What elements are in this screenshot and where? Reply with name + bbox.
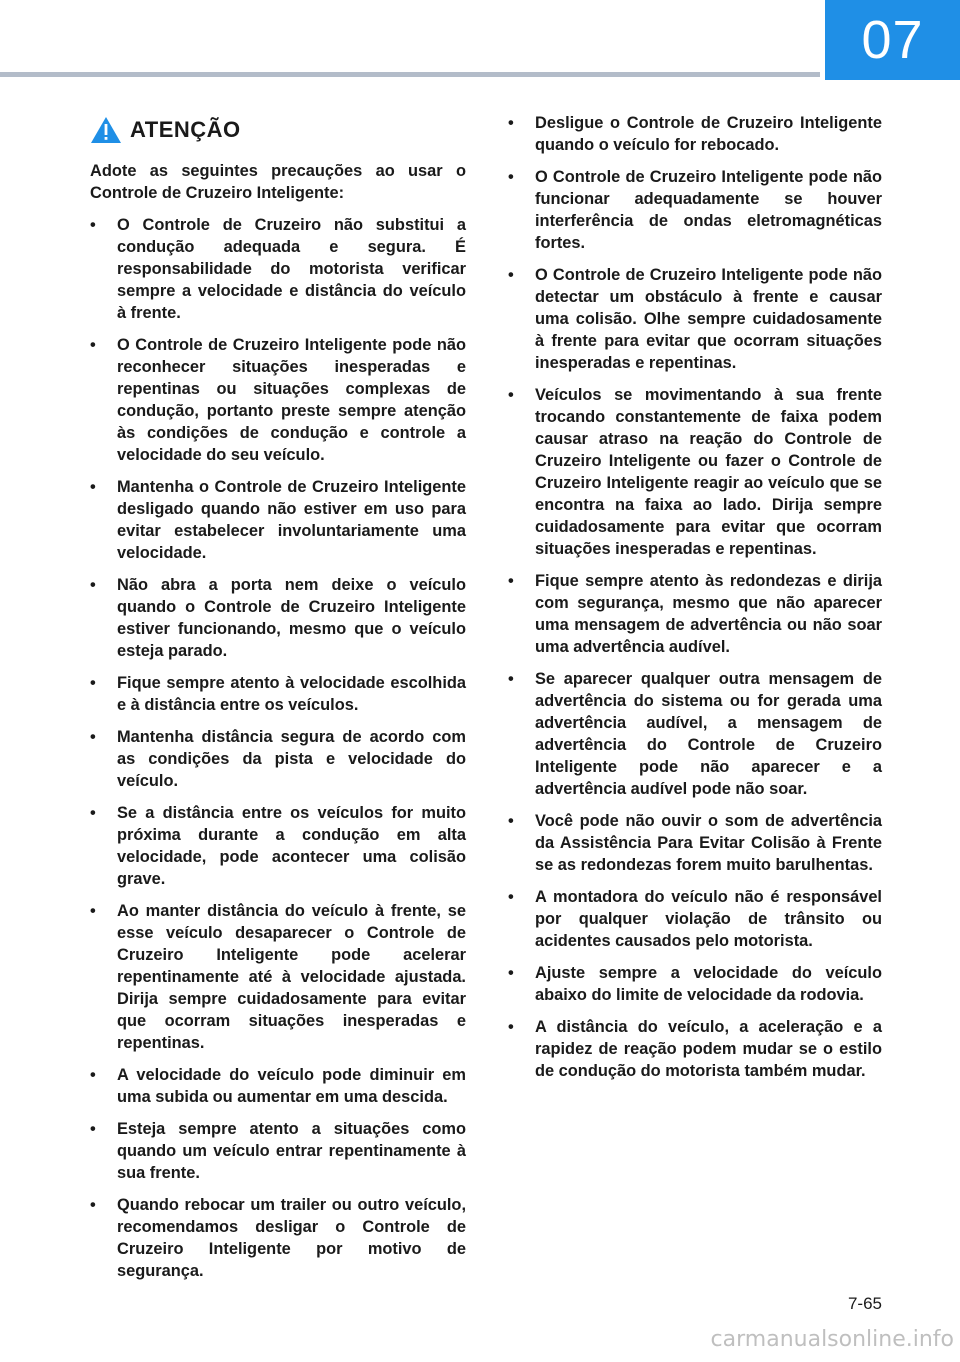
list-item: • Fique sempre atento à velocidade escolhida e à distância entre os veículos. [90, 672, 466, 716]
list-item: • A distância do veículo, a aceleração e a rapidez de reação podem mudar se o estilo de condução do motorista também mudar. [508, 1016, 882, 1082]
warning-title: ATENÇÃO [130, 117, 241, 142]
warning-list-right [508, 112, 882, 1082]
list-item: • O Controle de Cruzeiro Inteligente pode não funcionar adequadamente se houver interferência de ondas eletromagnéticas fortes. [508, 166, 882, 254]
warning-intro: Adote as seguintes precauções ao usar o Controle de Cruzeiro Inteligente: [90, 162, 466, 202]
list-item: • Veículos se movimentando à sua frente trocando constantemente de faixa podem causar atraso na reação do Controle de Cruzeiro Inteligente ou fazer o Controle de Cruzeiro Inteligente reagir ao veículo que se encontra na faixa ao lado. Dirija sempre cuidadosamente para evitar que ocorram situações inesperadas e repentinas. [508, 384, 882, 560]
chapter-tab [825, 0, 960, 80]
list-item: • Mantenha distância segura de acordo com as condições da pista e velocidade do veículo. [90, 726, 466, 792]
warning-triangle-icon [90, 116, 122, 144]
warning-list-left [90, 214, 466, 1282]
right-column [508, 112, 882, 1092]
list-item: • Se aparecer qualquer outra mensagem de advertência do sistema ou for gerada uma advertência audível, a mensagem de advertência do Controle de Cruzeiro Inteligente pode não aparecer e a advertência audível pode não soar. [508, 668, 882, 800]
page-number: 7-65 [847, 1294, 882, 1313]
list-item: • A montadora do veículo não é responsável por qualquer violação de trânsito ou acidentes causados pelo motorista. [508, 886, 882, 952]
list-item: • A velocidade do veículo pode diminuir em uma subida ou aumentar em uma descida. [90, 1064, 466, 1108]
list-item: • Desligue o Controle de Cruzeiro Inteligente quando o veículo for rebocado. [508, 112, 882, 156]
chapter-number: 07 [861, 10, 924, 70]
left-column [90, 110, 466, 1292]
list-item: • O Controle de Cruzeiro Inteligente pode não reconhecer situações inesperadas e repentinas ou situações complexas de condução, portanto preste sempre atenção às condições de condução e controle a velocidade do seu veículo. [90, 334, 466, 466]
warning-header [90, 110, 466, 150]
list-item: • Fique sempre atento às redondezas e dirija com segurança, mesmo que não aparecer uma mensagem de advertência ou não soar uma advertência audível. [508, 570, 882, 658]
list-item: • Não abra a porta nem deixe o veículo quando o Controle de Cruzeiro Inteligente estiver funcionando, mesmo que o veículo esteja parado. [90, 574, 466, 662]
list-item: • Quando rebocar um trailer ou outro veículo, recomendamos desligar o Controle de Cruzeiro Inteligente por motivo de segurança. [90, 1194, 466, 1282]
list-item: • O Controle de Cruzeiro não substitui a condução adequada e segura. É responsabilidade do motorista verificar sempre a velocidade e distância do veículo à frente. [90, 214, 466, 324]
list-item: • Ao manter distância do veículo à frente, se esse veículo desaparecer o Controle de Cruzeiro Inteligente pode acelerar repentinamente até à velocidade ajustada. Dirija sempre cuidadosamente para evitar que ocorram situações inesperadas e repentinas. [90, 900, 466, 1054]
list-item: • Mantenha o Controle de Cruzeiro Inteligente desligado quando não estiver em uso para evitar estabelecer involuntariamente uma velocidade. [90, 476, 466, 564]
list-item: • O Controle de Cruzeiro Inteligente pode não detectar um obstáculo à frente e causar uma colisão. Olhe sempre cuidadosamente à frente para evitar que ocorram situações inesperadas e repentinas. [508, 264, 882, 374]
watermark: carmanualsonline.info [710, 1327, 954, 1352]
list-item: • Se a distância entre os veículos for muito próxima durante a condução em alta velocidade, pode acontecer uma colisão grave. [90, 802, 466, 890]
header-rule [0, 72, 820, 77]
list-item: • Você pode não ouvir o som de advertência da Assistência Para Evitar Colisão à Frente se as redondezas forem muito barulhentas. [508, 810, 882, 876]
list-item: • Ajuste sempre a velocidade do veículo abaixo do limite de velocidade da rodovia. [508, 962, 882, 1006]
list-item: • Esteja sempre atento a situações como quando um veículo entrar repentinamente à sua frente. [90, 1118, 466, 1184]
